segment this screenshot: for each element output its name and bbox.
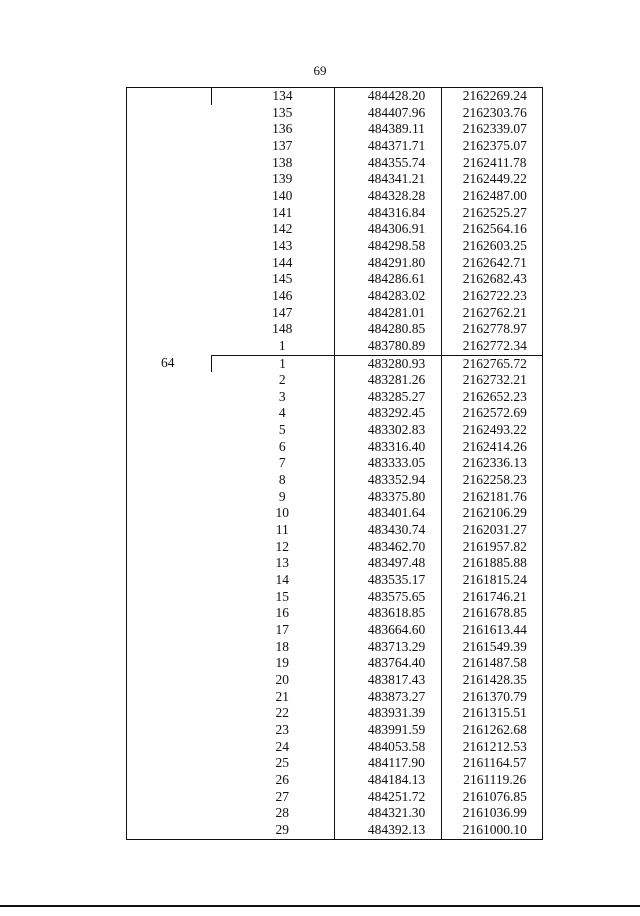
y-coordinate: 2161957.82 [441,539,542,556]
x-coordinate: 483316.40 [334,439,441,456]
point-number: 16 [275,605,289,621]
y-coordinate: 2162487.00 [441,188,542,205]
point-number: 148 [272,321,293,337]
y-coordinate: 2161549.39 [441,639,542,656]
point-number: 18 [275,638,289,654]
y-coordinate: 2161370.79 [441,689,542,706]
y-coordinate: 2162564.16 [441,221,542,238]
x-coordinate: 484053.58 [334,739,441,756]
point-number: 145 [272,271,293,287]
x-coordinate: 484389.11 [334,121,441,138]
y-coordinate: 2161000.10 [441,822,542,839]
point-number: 17 [275,622,289,637]
x-coordinate: 483764.40 [334,655,441,672]
point-number: 10 [275,505,289,521]
y-coordinate: 2162572.69 [441,405,542,422]
y-coordinate: 2162778.97 [441,321,542,338]
point-number: 143 [272,237,293,253]
y-coordinate: 2162765.72 [441,355,542,372]
y-coordinate: 2161262.68 [441,722,542,739]
point-number: 141 [272,204,293,220]
page-number: 69 [313,63,327,78]
point-number: 7 [278,455,286,471]
y-coordinate: 2162762.21 [441,305,542,322]
x-coordinate: 483713.29 [334,639,441,656]
group-label [127,88,211,355]
point-number: 144 [272,254,293,270]
point-number: 12 [275,538,289,554]
y-coordinate: 2162642.71 [441,255,542,272]
point-number: 135 [272,104,293,120]
x-coordinate: 484283.02 [334,288,441,305]
point-number: 2 [278,372,286,388]
point-number: 21 [275,688,289,704]
y-coordinate: 2162732.21 [441,372,542,389]
y-coordinate: 2162031.27 [441,522,542,539]
point-number: 142 [272,221,293,237]
coordinate-table-grid [127,88,542,839]
y-coordinate: 2161315.51 [441,705,542,722]
x-coordinate: 483664.60 [334,622,441,639]
y-coordinate: 2162106.29 [441,505,542,522]
coordinate-table [126,87,543,840]
y-coordinate: 2162269.24 [441,88,542,105]
x-coordinate: 483535.17 [334,572,441,589]
y-coordinate: 2162493.22 [441,422,542,439]
x-coordinate: 484306.91 [334,221,441,238]
x-coordinate: 483931.39 [334,705,441,722]
point-number: 29 [275,821,289,837]
point-number: 11 [275,522,289,538]
y-coordinate: 2161428.35 [441,672,542,689]
x-coordinate: 484407.96 [334,105,441,122]
x-coordinate: 483352.94 [334,472,441,489]
y-coordinate: 2162375.07 [441,138,542,155]
table-row [127,355,542,372]
y-coordinate: 2162722.23 [441,288,542,305]
x-coordinate: 484316.84 [334,205,441,222]
coordinate-table-body [127,88,542,839]
group-label: 64 [161,355,175,370]
y-coordinate: 2162449.22 [441,171,542,188]
point-number: 26 [275,771,289,787]
x-coordinate: 483280.93 [334,355,441,372]
y-coordinate: 2162411.78 [441,155,542,172]
table-row [127,88,542,105]
point-number: 4 [278,405,286,421]
y-coordinate: 2161815.24 [441,572,542,589]
x-coordinate: 483375.80 [334,489,441,506]
point-number: 15 [275,588,289,604]
x-coordinate: 483991.59 [334,722,441,739]
y-coordinate: 2162603.25 [441,238,542,255]
x-coordinate: 483302.83 [334,422,441,439]
point-number: 9 [278,488,286,504]
point-number: 25 [275,755,289,771]
y-coordinate: 2162525.27 [441,205,542,222]
x-coordinate: 483780.89 [334,338,441,355]
x-coordinate: 483497.48 [334,555,441,572]
y-coordinate: 2162336.13 [441,455,542,472]
y-coordinate: 2161119.26 [441,772,542,789]
x-coordinate: 484286.61 [334,271,441,288]
point-number: 5 [278,422,286,438]
x-coordinate: 483575.65 [334,589,441,606]
x-coordinate: 483817.43 [334,672,441,689]
y-coordinate: 2162772.34 [441,338,542,355]
y-coordinate: 2161678.85 [441,605,542,622]
x-coordinate: 484117.90 [334,755,441,772]
x-coordinate: 484392.13 [334,822,441,839]
x-coordinate: 483292.45 [334,405,441,422]
point-number: 28 [275,805,289,821]
y-coordinate: 2162652.23 [441,389,542,406]
point-number: 8 [278,472,286,488]
x-coordinate: 483462.70 [334,539,441,556]
y-coordinate: 2161212.53 [441,739,542,756]
y-coordinate: 2162414.26 [441,439,542,456]
point-number: 13 [275,555,289,571]
x-coordinate: 484428.20 [334,88,441,105]
y-coordinate: 2161885.88 [441,555,542,572]
x-coordinate: 483430.74 [334,522,441,539]
x-coordinate: 483618.85 [334,605,441,622]
point-number: 27 [275,788,289,804]
y-coordinate: 2161487.58 [441,655,542,672]
x-coordinate: 484184.13 [334,772,441,789]
x-coordinate: 483401.64 [334,505,441,522]
point-number: 1 [211,355,334,372]
x-coordinate: 484291.80 [334,255,441,272]
x-coordinate: 484371.71 [334,138,441,155]
x-coordinate: 483873.27 [334,689,441,706]
point-number: 20 [275,671,289,687]
point-number: 136 [272,121,293,137]
point-number: 137 [272,137,293,153]
point-number: 1 [278,337,286,353]
bottom-rule [0,905,640,907]
point-number: 146 [272,287,293,303]
point-number: 139 [272,171,293,187]
point-number: 24 [275,738,289,754]
x-coordinate: 484341.21 [334,171,441,188]
point-number: 3 [278,388,286,404]
x-coordinate: 483285.27 [334,389,441,406]
point-number: 14 [275,572,289,588]
y-coordinate: 2162181.76 [441,489,542,506]
y-coordinate: 2162682.43 [441,271,542,288]
point-number: 19 [275,655,289,671]
point-number: 138 [272,154,293,170]
x-coordinate: 484251.72 [334,789,441,806]
point-number: 22 [275,705,289,721]
x-coordinate: 484298.58 [334,238,441,255]
y-coordinate: 2162303.76 [441,105,542,122]
point-number: 134 [211,88,334,105]
x-coordinate: 484281.01 [334,305,441,322]
point-number: 140 [272,187,293,203]
point-number: 147 [272,304,293,320]
y-coordinate: 2161036.99 [441,805,542,822]
x-coordinate: 484321.30 [334,805,441,822]
point-number: 23 [275,721,289,737]
y-coordinate: 2162339.07 [441,121,542,138]
y-coordinate: 2161613.44 [441,622,542,639]
y-coordinate: 2161076.85 [441,789,542,806]
x-coordinate: 483333.05 [334,455,441,472]
y-coordinate: 2162258.23 [441,472,542,489]
point-number: 6 [278,438,286,454]
x-coordinate: 484280.85 [334,321,441,338]
x-coordinate: 484355.74 [334,155,441,172]
x-coordinate: 483281.26 [334,372,441,389]
x-coordinate: 484328.28 [334,188,441,205]
y-coordinate: 2161164.57 [441,755,542,772]
y-coordinate: 2161746.21 [441,589,542,606]
